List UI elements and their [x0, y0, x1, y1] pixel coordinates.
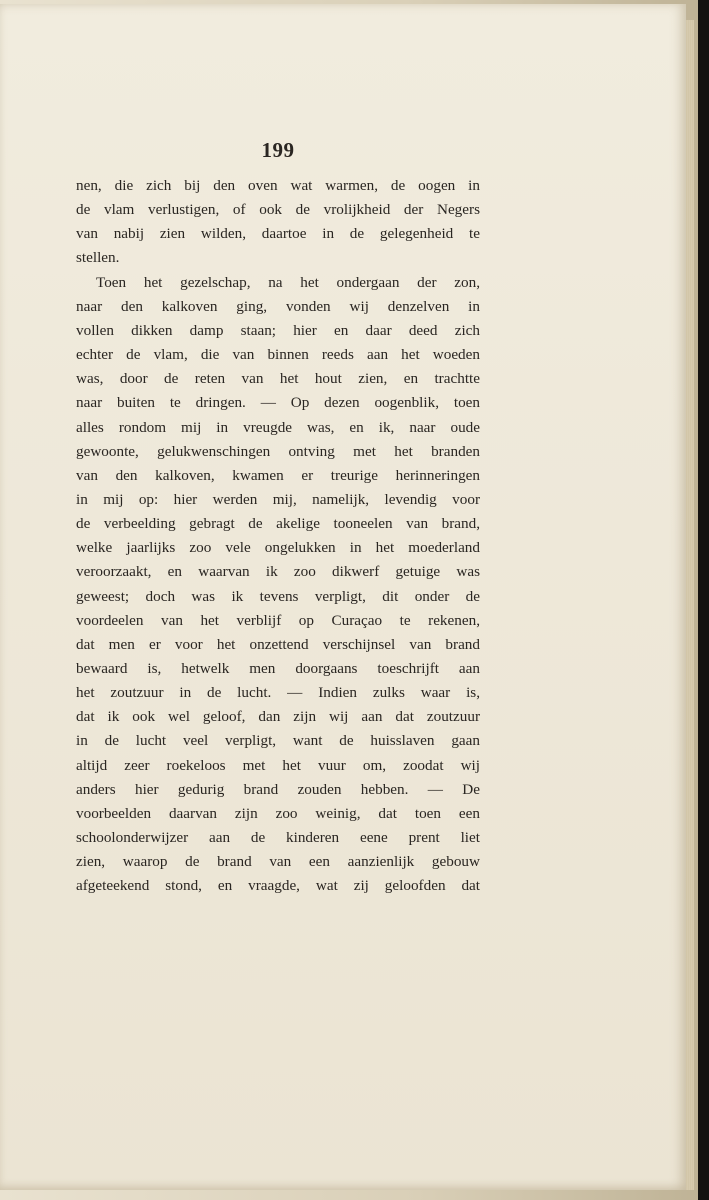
- text-line: alles rondom mij in vreugde was, en ik, naar oude: [76, 418, 480, 436]
- text-line: afgeteekend stond, en vraagde, wat zij geloofden dat: [76, 877, 480, 895]
- text-line: echter de vlam, die van binnen reeds aan het woeden: [76, 346, 480, 364]
- text-line: veroorzaakt, en waarvan ik zoo dikwerf getuige was: [76, 563, 480, 581]
- text-line: in mij op: hier werden mij, namelijk, levendig voor: [76, 490, 480, 508]
- text-line: schoolonderwijzer aan de kinderen eene prent liet: [76, 829, 480, 847]
- text-line: het zoutzuur in de lucht. — Indien zulks waar is,: [76, 684, 480, 702]
- text-line: welke jaarlijks zoo vele ongelukken in het moederland: [76, 539, 480, 557]
- text-line: voorbeelden daarvan zijn zoo weinig, dat toen een: [76, 804, 480, 822]
- text-line: voordeelen van het verblijf op Curaçao te rekenen,: [76, 611, 480, 629]
- text-line: de vlam verlustigen, of ook de vrolijkheid der Negers: [76, 201, 480, 219]
- text-line: stellen.: [76, 249, 120, 267]
- text-line: gewoonte, gelukwenschingen ontving met het branden: [76, 442, 480, 460]
- text-line: dat ik ook wel geloof, dan zijn wij aan dat zoutzuur: [76, 708, 480, 726]
- text-line: anders hier gedurig brand zouden hebben. — De: [76, 780, 480, 798]
- text-line: vollen dikken damp staan; hier en daar deed zich: [76, 321, 480, 339]
- text-line: naar den kalkoven ging, vonden wij denzelven in: [76, 297, 480, 315]
- page-number: 199: [261, 138, 295, 162]
- text-line: van den kalkoven, kwamen er treurige herinneringen: [76, 466, 480, 484]
- text-line: van nabij zien wilden, daartoe in de gelegenheid te: [76, 225, 480, 243]
- text-line: geweest; doch was ik tevens verpligt, dit onder de: [76, 587, 480, 605]
- text-line: was, door de reten van het hout zien, en trachtte: [76, 370, 480, 388]
- text-line: in de lucht veel verpligt, want de huisslaven gaan: [76, 732, 480, 750]
- text-line: zien, waarop de brand van een aanzienlijk gebouw: [76, 853, 480, 871]
- text-line: bewaard is, hetwelk men doorgaans toeschrijft aan: [76, 660, 480, 677]
- text-line: naar buiten te dringen. — Op dezen oogenblik, toen: [76, 394, 480, 412]
- text-line: altijd zeer roekeloos met het vuur om, zoodat wij: [76, 756, 480, 774]
- text-line: nen, die zich bij den oven wat warmen, de oogen in: [76, 177, 480, 194]
- text-line: Toen het gezelschap, na het ondergaan der zon,: [96, 273, 480, 291]
- text-line: dat men er voor het onzettend verschijnsel van brand: [76, 635, 480, 653]
- text-line: de verbeelding gebragt de akelige tooneelen van brand,: [76, 515, 480, 533]
- text-block: [76, 0, 480, 1200]
